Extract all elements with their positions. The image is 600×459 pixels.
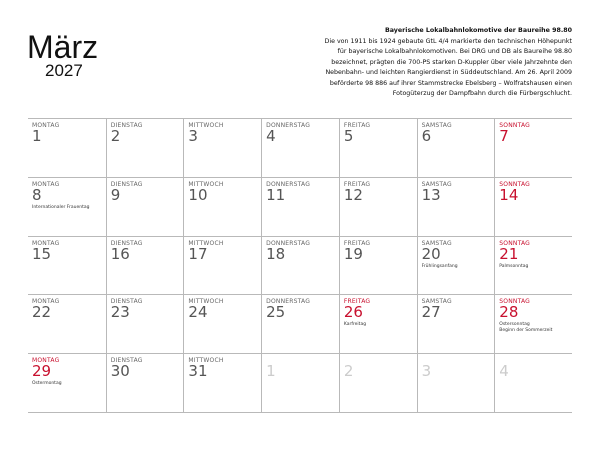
day-number: 10 <box>188 185 208 204</box>
day-number: 21 <box>499 244 519 263</box>
day-cell <box>417 237 495 296</box>
weekday-label: SONNTAG <box>499 298 531 306</box>
day-number: 2 <box>343 362 354 381</box>
weekday-label: MITTWOCH <box>188 122 224 129</box>
day-cell <box>106 237 184 296</box>
day-number: 24 <box>188 303 208 322</box>
day-number: 27 <box>421 303 441 322</box>
holiday-note: Internationaler Frauentag <box>32 204 90 210</box>
caption-line: beförderte 98 886 auf ihrer Stammstrecke Ebelsberg – Wolfratshausen einen <box>329 79 572 87</box>
holiday-note: Ostersonntag Beginn der Sommerzeit <box>499 322 553 334</box>
caption-line: bezeichnet, prägten die 700-PS starken D-Kuppler über viele Jahrzehnte den <box>331 58 572 66</box>
day-cell <box>183 354 261 413</box>
day-cell <box>417 178 495 237</box>
weekday-label: SONNTAG <box>499 122 531 129</box>
day-cell <box>494 119 572 178</box>
day-number: 22 <box>32 303 52 322</box>
day-cell <box>417 119 495 178</box>
weekday-label: FREITAG <box>343 180 371 188</box>
weekday-label: MITTWOCH <box>188 180 224 188</box>
day-number: 15 <box>32 244 52 263</box>
day-number: 4 <box>266 127 276 145</box>
day-cell <box>261 178 339 237</box>
day-cell <box>494 354 572 413</box>
day-number: 6 <box>421 127 432 145</box>
calendar-grid <box>28 118 572 413</box>
caption-line: Fotogüterzug der Dampfbahn durch die Fürbergschlucht. <box>392 90 572 97</box>
day-number: 8 <box>32 185 42 204</box>
weekday-label: DONNERSTAG <box>266 122 311 129</box>
weekday-label: MONTAG <box>32 122 60 129</box>
day-cell <box>494 178 572 237</box>
weekday-label: MITTWOCH <box>188 357 224 365</box>
weekday-label: DIENSTAG <box>110 180 143 188</box>
caption-line: für bayerische Lokalbahnlokomotiven. Bei DRG und DB als Baureihe 98.80 <box>337 48 572 55</box>
month-title: März <box>27 29 99 65</box>
day-cell <box>339 178 417 237</box>
day-number: 20 <box>421 244 441 263</box>
day-cell <box>339 119 417 178</box>
day-cell <box>494 295 572 354</box>
day-cell <box>106 178 184 237</box>
day-number: 9 <box>110 185 121 204</box>
weekday-label: MONTAG <box>32 298 60 306</box>
weekday-label: FREITAG <box>343 239 371 247</box>
day-number: 14 <box>499 185 519 204</box>
day-cell <box>339 295 417 354</box>
day-cell <box>261 119 339 178</box>
caption-line: Die von 1911 bis 1924 gebaute GtL 4/4 markierte den technischen Höhepunkt <box>324 37 572 45</box>
day-cell <box>28 178 106 237</box>
day-cell <box>28 237 106 296</box>
day-number: 7 <box>499 127 509 145</box>
weekday-label: MITTWOCH <box>188 239 224 247</box>
day-cell <box>106 354 184 413</box>
day-number: 30 <box>110 362 130 381</box>
day-number: 18 <box>266 244 286 263</box>
day-number: 12 <box>343 185 363 204</box>
weekday-label: MONTAG <box>32 357 60 365</box>
day-number: 4 <box>499 362 509 381</box>
caption-title: Bayerische Lokalbahnlokomotive der Baureihe 98.80 <box>384 27 572 34</box>
weekday-label: DONNERSTAG <box>266 180 311 188</box>
day-number: 11 <box>266 185 286 204</box>
day-cell <box>494 237 572 296</box>
holiday-note: Frühlingsanfang <box>421 263 458 269</box>
day-number: 5 <box>343 127 354 145</box>
holiday-note: Karfreitag <box>343 322 367 328</box>
weekday-label: SAMSTAG <box>421 298 452 306</box>
photo-caption <box>302 26 572 100</box>
day-number: 3 <box>188 127 198 145</box>
weekday-label: DIENSTAG <box>110 122 143 129</box>
year-label: 2027 <box>45 61 83 80</box>
weekday-label: SAMSTAG <box>421 180 452 188</box>
day-number: 16 <box>110 244 130 263</box>
day-cell <box>261 295 339 354</box>
day-number: 26 <box>343 303 363 322</box>
day-cell <box>339 354 417 413</box>
day-cell <box>183 119 261 178</box>
weekday-label: DONNERSTAG <box>266 239 311 247</box>
day-cell <box>28 354 106 413</box>
holiday-note: Palmsonntag <box>499 263 529 269</box>
weekday-label: DONNERSTAG <box>266 298 311 306</box>
day-number: 17 <box>188 244 208 263</box>
day-cell <box>261 237 339 296</box>
weekday-label: SAMSTAG <box>421 122 452 129</box>
day-number: 28 <box>499 303 519 322</box>
weekday-label: FREITAG <box>343 298 371 306</box>
weekday-label: DIENSTAG <box>110 239 143 247</box>
day-number: 25 <box>266 303 286 322</box>
day-cell <box>106 119 184 178</box>
weekday-label: DIENSTAG <box>110 298 143 306</box>
weekday-label: FREITAG <box>343 122 371 129</box>
calendar-header <box>0 0 600 118</box>
day-number: 2 <box>110 127 121 145</box>
day-cell <box>183 237 261 296</box>
day-number: 29 <box>32 362 52 381</box>
weekday-label: MITTWOCH <box>188 298 224 306</box>
day-cell <box>106 295 184 354</box>
day-cell <box>183 295 261 354</box>
day-number: 3 <box>421 362 432 381</box>
day-cell <box>28 295 106 354</box>
day-cell <box>417 354 495 413</box>
weekday-label: SONNTAG <box>499 239 531 247</box>
day-cell <box>339 237 417 296</box>
caption-line: Nebenbahn- und leichten Rangierdienst in Süddeutschland. Am 26. April 2009 <box>325 69 572 76</box>
weekday-label: MONTAG <box>32 239 60 247</box>
weekday-label: MONTAG <box>32 180 60 188</box>
day-number: 23 <box>110 303 130 322</box>
day-number: 19 <box>343 244 363 263</box>
weekday-label: DIENSTAG <box>110 357 143 365</box>
day-cell <box>261 354 339 413</box>
weekday-label: SONNTAG <box>499 180 531 188</box>
day-cell <box>183 178 261 237</box>
day-number: 1 <box>32 127 42 145</box>
holiday-note: Ostermontag <box>32 381 62 387</box>
weekday-label: SAMSTAG <box>421 239 452 247</box>
day-number: 31 <box>188 362 208 381</box>
day-cell <box>28 119 106 178</box>
day-cell <box>417 295 495 354</box>
day-number: 13 <box>421 185 441 204</box>
day-number: 1 <box>266 362 276 381</box>
